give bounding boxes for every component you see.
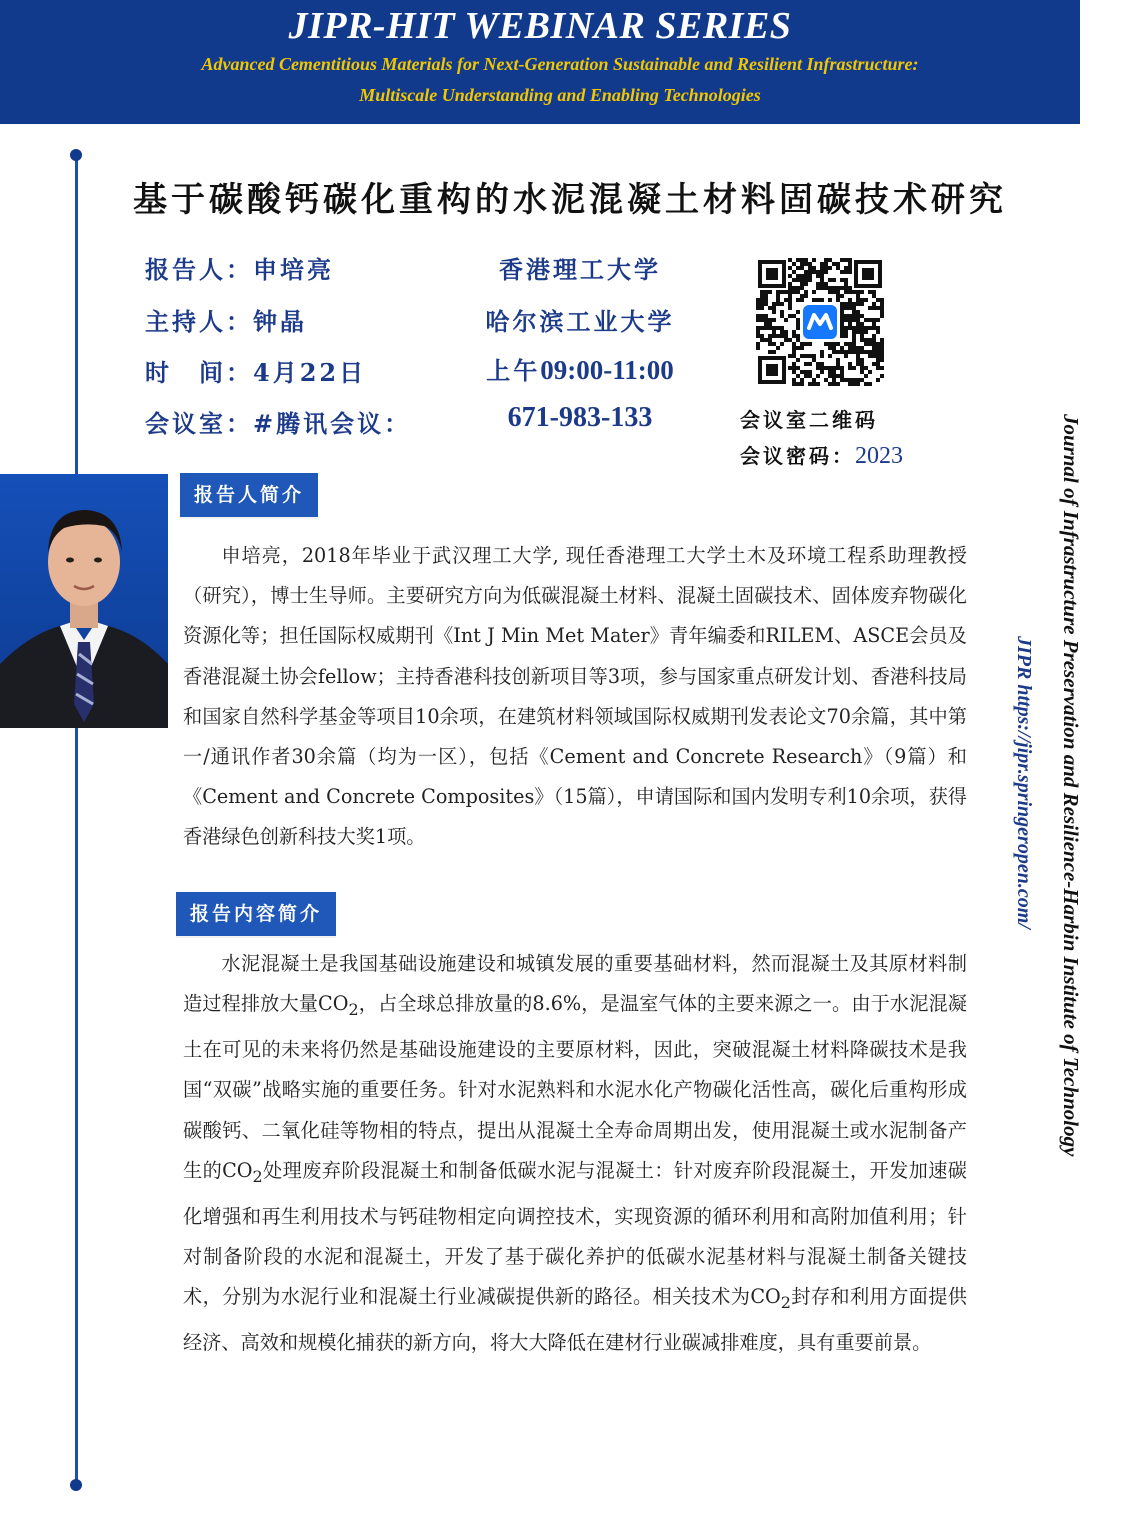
meeting-qr-code[interactable] (756, 258, 884, 386)
timeline-line (75, 156, 78, 1486)
time-label: 时 间： (145, 358, 253, 387)
time-period-range: 09:00-11:00 (540, 355, 674, 385)
speaker-photo (0, 474, 168, 728)
room-row (145, 404, 411, 439)
host-affiliation: 哈尔滨工业大学 (485, 307, 675, 336)
co2-subscript: 2 (780, 1293, 791, 1313)
password-row (740, 440, 903, 470)
bio-heading: 报告人简介 (180, 473, 318, 519)
bio-text: 申培亮，2018年毕业于武汉理工大学, 现任香港理工大学土木及环境工程系助理教授（研究），博士生导师。主要研究方向为低碳混凝土材料、混凝土固碳技术、固体废弃物碳化资源化等；担任国际权威期刊《Int J Min Met Mater》青年编委和RILEM、ASCE会员及香港混凝土协会fellow；主持香港科技创新项目等3项，参与国家重点研发计划、香港科技局和国家自然科学基金等项目10余项，在建筑材料领域国际权威期刊发表论文70余篇，其中第一/通讯作者30余篇（均为一区），包括《Cement and Concrete Research》（9篇）和《Cement and Concrete Composites》（15篇），申请国际和国内发明专利10余项，获得香港绿色创新科技大奖1项。 (183, 544, 967, 849)
timeline-dot-bottom (70, 1479, 82, 1491)
journal-name: Journal of Infrastructure Preservation and Resilience-Harbin Institute of Technology (1059, 414, 1083, 1157)
room-label: 会议室： (145, 409, 253, 438)
host-row (145, 302, 307, 337)
header-banner (0, 0, 1080, 124)
series-subtitle-line2: Multiscale Understanding and Enabling Technologies (359, 85, 761, 105)
timeline-dot-top (70, 149, 82, 161)
room-platform: #腾讯会议： (253, 409, 412, 438)
co2-subscript: 2 (252, 1166, 263, 1186)
qr-code-graphic (756, 258, 884, 386)
host-name: 钟晶 (253, 307, 307, 336)
abstract-part-4: 封存和利用方面提供经济、高效和规模化捕获的新方向，将大大降低在建材行业碳减排难度，具有重要前景。 (183, 1285, 967, 1355)
abstract-text (183, 944, 967, 1364)
time-row (145, 353, 366, 388)
abstract-part-2: ，占全球总排放量的8.6%，是温室气体的主要来源之一。由于水泥混凝土在可见的未来将仍然是基础设施建设的主要原材料，因此，突破混凝土材料降碳技术是我国“双碳”战略实施的重要任务。针对水泥熟料和水泥水化产物碳化活性高，碳化后重构形成碳酸钙、二氧化硅等物相的特点，提出从混凝土全寿命周期出发，使用混凝土或水泥制备产生的CO (183, 992, 967, 1182)
password-label: 会议密码： (740, 444, 855, 468)
time-date: 4月22日 (253, 358, 367, 387)
talk-title: 基于碳酸钙碳化重构的水泥混凝土材料固碳技术研究 (133, 180, 1007, 220)
meeting-id: 671-983-133 (507, 402, 653, 433)
series-title: JIPR-HIT WEBINAR SERIES (288, 5, 792, 47)
abstract-heading: 报告内容简介 (176, 892, 336, 938)
host-label: 主持人： (145, 307, 253, 336)
abstract-part-1: 水泥混凝土是我国基础设施建设和城镇发展的重要基础材料，然而混凝土及其原材料制造过程排放大量CO (183, 952, 967, 1016)
abstract-part-3: 处理废弃阶段混凝土和制备低碳水泥与混凝土：针对废弃阶段混凝土，开发加速碳化增强和再生利用技术与钙硅物相定向调控技术，实现资源的循环利用和高附加值利用；针对制备阶段的水泥和混凝土，开发了基于碳化养护的低碳水泥基材料与混凝土制备关键技术，分别为水泥行业和混凝土行业减碳提供新的路径。相关技术为CO (183, 1158, 967, 1309)
series-subtitle-line1: Advanced Cementitious Materials for Next-Generation Sustainable and Resilient Infrastructure: (201, 54, 919, 74)
time-period (450, 351, 710, 386)
meeting-password: 2023 (855, 443, 903, 469)
journal-website[interactable]: JIPR https://jipr.springeropen.com/ (1013, 636, 1035, 929)
time-period-prefix: 上午 (486, 356, 541, 385)
speaker-affiliation: 香港理工大学 (499, 255, 661, 284)
co2-subscript: 2 (348, 1000, 359, 1020)
qr-label: 会议室二维码 (740, 408, 878, 432)
speaker-row (145, 250, 334, 285)
speaker-name: 申培亮 (253, 255, 334, 284)
tencent-meeting-icon (800, 302, 840, 342)
speaker-label: 报告人： (145, 255, 253, 284)
